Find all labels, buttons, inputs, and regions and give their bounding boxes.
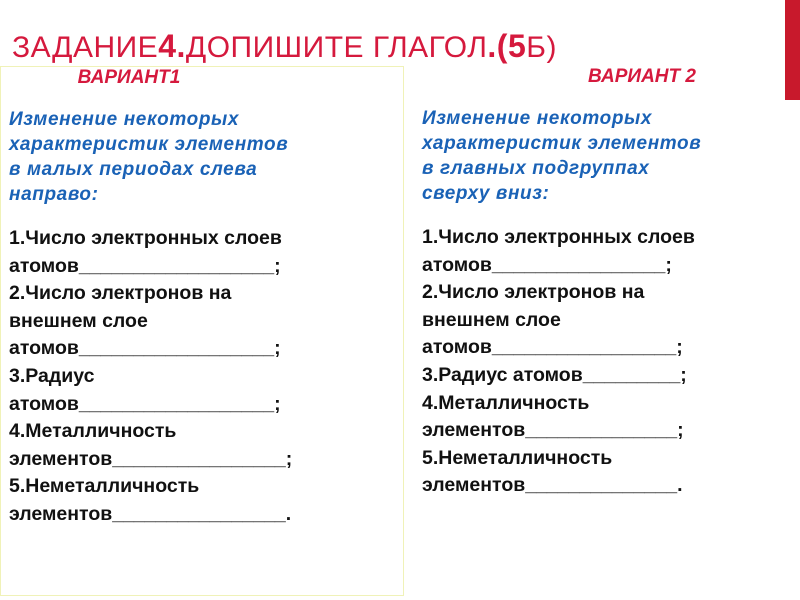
item-line: внешнем слое	[422, 308, 561, 331]
item-line: атомов__________________;	[9, 254, 281, 277]
item-line: 5.Неметалличность	[422, 446, 613, 469]
title-part-3: ДОПИШИТЕ ГЛАГОЛ	[185, 31, 488, 64]
item-line: элементов________________.	[9, 502, 292, 525]
item-line: внешнем слое	[9, 309, 148, 332]
list-item	[422, 390, 792, 445]
list-item	[422, 445, 792, 500]
item-line: атомов_________________;	[422, 336, 683, 359]
item-line: атомов__________________;	[9, 392, 281, 415]
list-item	[9, 418, 403, 473]
variant-1-label: ВАРИАНТ1	[77, 67, 181, 88]
item-line: элементов______________;	[422, 419, 684, 442]
variant-1-column	[0, 66, 404, 596]
list-item	[9, 225, 403, 280]
heading-line: сверху вниз:	[422, 183, 550, 204]
heading-line: в главных подгруппах	[422, 158, 650, 179]
item-line: элементов______________.	[422, 474, 683, 497]
list-item	[422, 279, 792, 362]
item-line: 3.Радиус атомов_________;	[422, 363, 687, 386]
variant-2-column	[420, 66, 792, 500]
item-line: 3.Радиус	[9, 364, 95, 387]
item-line: 2.Число электронов на	[422, 281, 645, 304]
variant-2-heading	[422, 106, 792, 206]
title-part-1: ЗАДАНИЕ	[12, 31, 159, 64]
title-part-5: Б)	[526, 31, 557, 64]
title-part-2: 4.	[158, 28, 186, 64]
heading-line: Изменение некоторых	[9, 109, 240, 130]
heading-line: характеристик элементов	[9, 134, 289, 155]
item-line: 1.Число электронных слоев	[9, 227, 282, 249]
heading-line: в малых периодах слева	[9, 159, 258, 180]
item-line: 4.Металличность	[9, 420, 177, 443]
item-line: атомов__________________;	[9, 337, 281, 360]
slide-title	[12, 28, 557, 66]
list-item	[9, 473, 403, 528]
title-part-4: .(5	[487, 28, 527, 64]
variant-1-heading	[9, 107, 403, 207]
item-line: атомов________________;	[422, 253, 672, 276]
item-line: 5.Неметалличность	[9, 475, 200, 498]
item-line: элементов________________;	[9, 447, 293, 470]
heading-line: характеристик элементов	[422, 133, 702, 154]
list-item	[9, 280, 403, 363]
item-line: 1.Число электронных слоев	[422, 226, 695, 248]
item-line: 2.Число электронов на	[9, 282, 232, 305]
variant-2-label: ВАРИАНТ 2	[588, 66, 696, 87]
list-item	[422, 362, 792, 390]
list-item	[9, 363, 403, 418]
variant-2-list	[422, 224, 792, 500]
item-line: 4.Металличность	[422, 391, 590, 414]
heading-line: Изменение некоторых	[422, 108, 653, 129]
variant-1-list	[9, 225, 403, 529]
list-item	[422, 224, 792, 279]
heading-line: направо:	[9, 184, 99, 205]
